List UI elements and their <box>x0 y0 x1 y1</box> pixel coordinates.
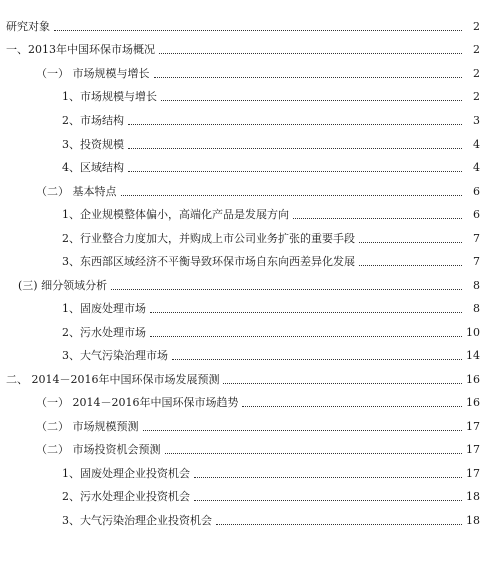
toc-entry-page: 17 <box>466 420 480 433</box>
toc-dot-leader <box>161 100 462 101</box>
toc-entry-page: 7 <box>473 232 480 245</box>
toc-entry[interactable] <box>0 249 480 269</box>
toc-entry-label: 3、东西部区域经济不平衡导致环保市场自东向西差异化发展 <box>62 255 355 268</box>
toc-entry-page: 8 <box>473 279 480 292</box>
toc-dot-leader <box>242 406 462 407</box>
toc-entry-label: 1、市场规模与增长 <box>62 90 157 103</box>
toc-entry-label: 研究对象 <box>6 20 50 33</box>
toc-entry-label: 1、固废处理市场 <box>62 302 146 315</box>
toc-entry-label: （二） 基本特点 <box>36 185 117 198</box>
toc-entry[interactable] <box>0 343 480 363</box>
toc-dot-leader <box>293 218 462 219</box>
toc-dot-leader <box>54 30 462 31</box>
toc-entry-label: 3、投资规模 <box>62 138 124 151</box>
toc-entry-page: 8 <box>473 302 480 315</box>
toc-entry-page: 3 <box>473 114 480 127</box>
toc-entry[interactable] <box>0 202 480 222</box>
toc-entry-page: 6 <box>473 208 480 221</box>
toc-entry[interactable] <box>0 14 480 34</box>
toc-dot-leader <box>359 242 462 243</box>
toc-dot-leader <box>128 124 462 125</box>
toc-entry-label: （二） 市场投资机会预测 <box>36 443 161 456</box>
toc-entry-page: 10 <box>466 326 480 339</box>
toc-entry[interactable] <box>0 84 480 104</box>
toc-entry[interactable] <box>0 155 480 175</box>
toc-entry[interactable] <box>0 296 480 316</box>
toc-entry-page: 17 <box>466 443 480 456</box>
toc-entry[interactable] <box>0 108 480 128</box>
toc-entry[interactable] <box>0 132 480 152</box>
toc-entry-page: 2 <box>473 67 480 80</box>
toc-entry-page: 17 <box>466 467 480 480</box>
toc-entry-page: 2 <box>473 20 480 33</box>
toc-dot-leader <box>150 336 462 337</box>
toc-entry[interactable] <box>0 320 480 340</box>
toc-entry-label: （二） 市场规模预测 <box>36 420 139 433</box>
toc-dot-leader <box>111 289 462 290</box>
toc-entry-label: 3、大气污染治理市场 <box>62 349 168 362</box>
toc-entry-label: 2、市场结构 <box>62 114 124 127</box>
toc-dot-leader <box>143 430 463 431</box>
toc-dot-leader <box>154 77 463 78</box>
toc-entry-label: 4、区域结构 <box>62 161 124 174</box>
toc-entry-label: 1、企业规模整体偏小，高端化产品是发展方向 <box>62 208 289 221</box>
toc-dot-leader <box>194 500 462 501</box>
toc-dot-leader <box>172 359 462 360</box>
toc-dot-leader <box>150 312 462 313</box>
toc-dot-leader <box>359 265 462 266</box>
toc-entry[interactable] <box>0 367 480 387</box>
toc-entry-page: 16 <box>466 396 480 409</box>
toc-entry-page: 14 <box>466 349 480 362</box>
toc-entry[interactable] <box>0 61 480 81</box>
toc-entry-page: 18 <box>466 514 480 527</box>
toc-entry-label: 1、固废处理企业投资机会 <box>62 467 190 480</box>
toc-entry-page: 2 <box>473 90 480 103</box>
toc-entry[interactable] <box>0 226 480 246</box>
toc-entry-label: 3、大气污染治理企业投资机会 <box>62 514 212 527</box>
toc-entry-label: 一、2013年中国环保市场概况 <box>6 43 155 56</box>
toc-entry-page: 4 <box>473 138 480 151</box>
toc-dot-leader <box>165 453 463 454</box>
toc-dot-leader <box>128 148 462 149</box>
toc-entry-label: （一） 2014－2016年中国环保市场趋势 <box>36 396 239 409</box>
toc-entry-label: 二、 2014－2016年中国环保市场发展预测 <box>6 373 220 386</box>
toc-entry-page: 2 <box>473 43 480 56</box>
toc-entry[interactable] <box>0 437 480 457</box>
toc-entry-label: 2、污水处理企业投资机会 <box>62 490 190 503</box>
toc-entry[interactable] <box>0 390 480 410</box>
toc-dot-leader <box>216 524 462 525</box>
toc-entry-page: 18 <box>466 490 480 503</box>
toc-entry-label: 2、行业整合力度加大，并购成上市公司业务扩张的重要手段 <box>62 232 355 245</box>
toc-entry[interactable] <box>0 484 480 504</box>
toc-dot-leader <box>223 383 462 384</box>
toc-entry-page: 4 <box>473 161 480 174</box>
toc-entry[interactable] <box>0 461 480 481</box>
toc-entry-page: 6 <box>473 185 480 198</box>
toc-dot-leader <box>128 171 462 172</box>
toc-entry[interactable] <box>0 508 480 528</box>
toc-entry[interactable] <box>0 414 480 434</box>
toc-entry[interactable] <box>0 273 480 293</box>
toc-entry[interactable] <box>0 37 480 57</box>
toc-entry-label: （一） 市场规模与增长 <box>36 67 150 80</box>
toc-entry-page: 7 <box>473 255 480 268</box>
toc-dot-leader <box>194 477 462 478</box>
toc-dot-leader <box>159 53 462 54</box>
toc-dot-leader <box>121 195 463 196</box>
toc-entry-label: 2、污水处理市场 <box>62 326 146 339</box>
toc-entry-page: 16 <box>466 373 480 386</box>
toc-entry[interactable] <box>0 179 480 199</box>
toc-entry-label: (三) 细分领域分析 <box>18 279 108 292</box>
